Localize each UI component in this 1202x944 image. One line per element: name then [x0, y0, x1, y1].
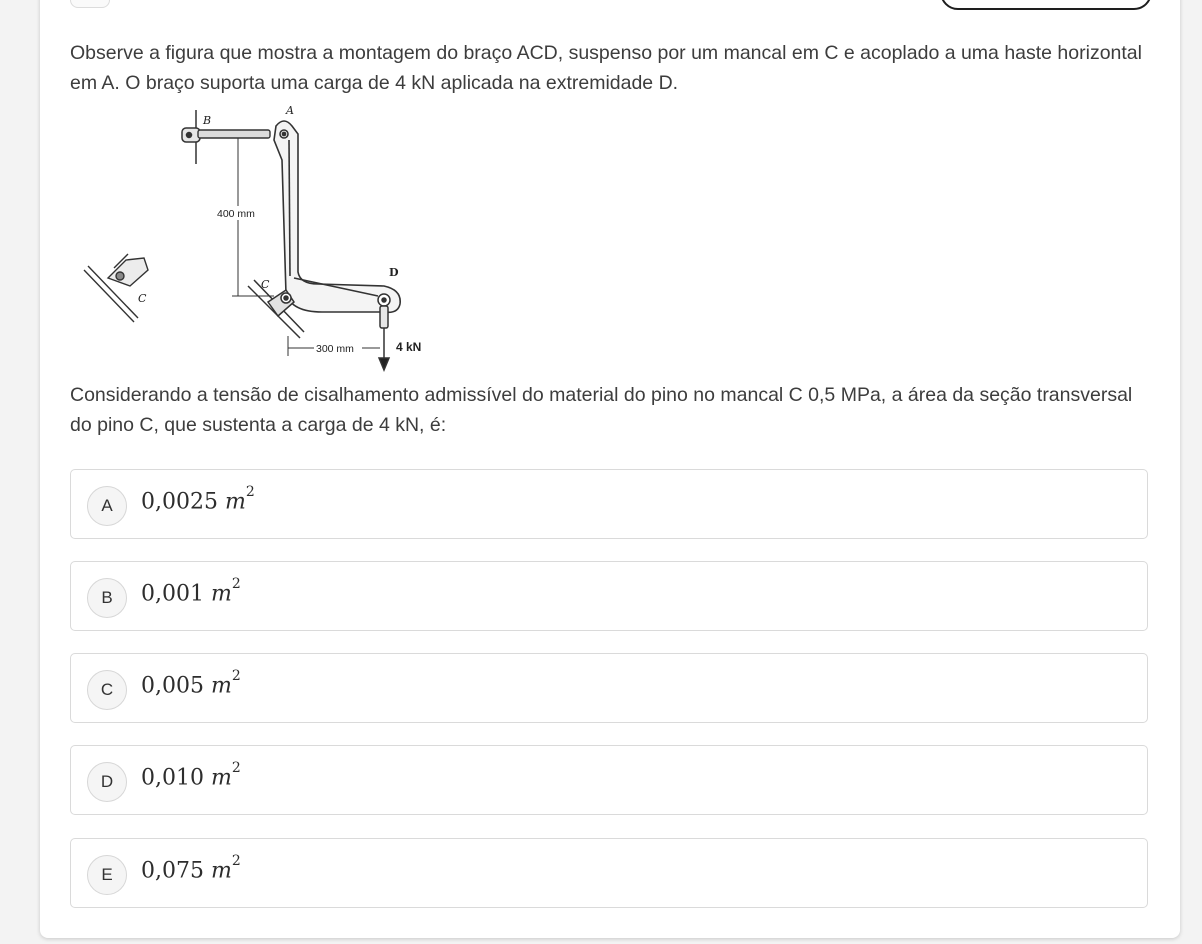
- option-letter: D: [87, 762, 127, 802]
- answer-unit: m: [210, 765, 232, 791]
- label-b: B: [203, 114, 212, 127]
- answer-number: 0,001: [141, 581, 204, 607]
- answer-exponent: 2: [231, 853, 241, 869]
- dimension-400-label: 400 mm: [217, 208, 255, 220]
- answer-number: 0,0025: [141, 489, 218, 515]
- answer-unit: m: [210, 858, 232, 884]
- label-d: D: [389, 266, 399, 279]
- label-c: C: [261, 278, 270, 291]
- option-letter: B: [87, 578, 127, 618]
- dimension-300-label: 300 mm: [316, 343, 354, 355]
- option-value: [141, 760, 241, 791]
- option-value: [141, 853, 241, 884]
- answer-exponent: 2: [231, 668, 241, 684]
- answer-number: 0,075: [141, 858, 204, 884]
- top-right-button[interactable]: [940, 0, 1152, 10]
- answer-exponent: 2: [245, 484, 255, 500]
- option-a[interactable]: [70, 469, 1148, 539]
- option-b[interactable]: [70, 561, 1148, 631]
- top-left-control[interactable]: [70, 0, 110, 8]
- arm-assembly-figure: [78, 100, 438, 375]
- label-c-detail: C: [138, 292, 147, 305]
- link-ab: [198, 130, 270, 138]
- option-value: [141, 576, 241, 607]
- option-letter: A: [87, 486, 127, 526]
- option-value: [141, 668, 241, 699]
- answer-exponent: 2: [231, 576, 241, 592]
- bearing-detail: [84, 254, 148, 322]
- answer-number: 0,005: [141, 673, 204, 699]
- question-text: Considerando a tensão de cisalhamento admissível do material do pino no mancal C 0,5 MPa, a área da seção transversal do pino C, que sustenta a carga de 4 kN, é:: [70, 384, 1133, 436]
- option-c[interactable]: [70, 653, 1148, 723]
- option-value: [141, 484, 255, 515]
- load-label: 4 kN: [396, 340, 422, 354]
- answer-unit: m: [224, 489, 246, 515]
- answer-unit: m: [210, 581, 232, 607]
- answer-number: 0,010: [141, 765, 204, 791]
- option-d[interactable]: [70, 745, 1148, 815]
- arm-acd: [274, 121, 400, 312]
- option-e[interactable]: [70, 838, 1148, 908]
- question-statement: Observe a figura que mostra a montagem do braço ACD, suspenso por um mancal em C e acoplado a uma haste horizontal em A. O braço suporta uma carga de 4 kN aplicada na extremidade D.: [70, 42, 1142, 94]
- answer-unit: m: [210, 673, 232, 699]
- answer-exponent: 2: [231, 760, 241, 776]
- option-letter: E: [87, 855, 127, 895]
- label-a: A: [286, 104, 294, 117]
- option-letter: C: [87, 670, 127, 710]
- support-b: [182, 110, 200, 164]
